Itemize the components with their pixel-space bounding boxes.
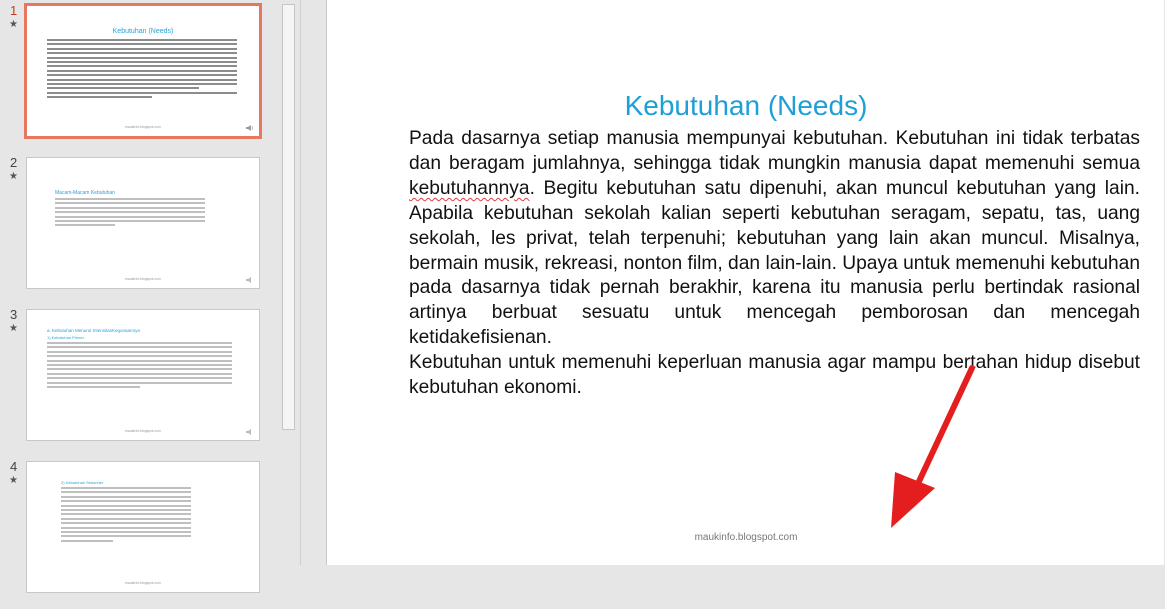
slide-thumbnail-1[interactable] <box>24 3 262 139</box>
slide-number: 2 <box>10 155 18 170</box>
slide-number: 4 <box>10 459 18 474</box>
pane-splitter[interactable] <box>300 0 326 565</box>
slide-editor[interactable] <box>326 0 1164 565</box>
transition-star-icon: ★ <box>9 171 18 182</box>
thumbnail-title: 2) Kebutuhan Sekunder <box>61 480 104 485</box>
slide-thumbnail-2[interactable] <box>26 157 260 289</box>
transition-star-icon: ★ <box>9 475 18 486</box>
speaker-icon <box>245 428 255 436</box>
thumbnail-text-lines <box>55 198 205 229</box>
slide-entry-2[interactable] <box>0 155 280 305</box>
thumbnail-footer: maukinfo.blogspot.com <box>125 125 161 129</box>
red-arrow-annotation <box>867 360 987 540</box>
transition-star-icon: ★ <box>9 323 18 334</box>
slide-entry-1[interactable] <box>0 3 280 153</box>
slide-thumbnail-3[interactable] <box>26 309 260 441</box>
slide-thumbnail-4[interactable] <box>26 461 260 593</box>
slide-number: 3 <box>10 307 18 322</box>
slide-number: 1 <box>10 3 18 18</box>
speaker-icon <box>245 124 255 132</box>
thumbnail-text-lines <box>61 487 191 544</box>
slide-entry-4[interactable] <box>0 459 280 609</box>
thumbnail-text-lines <box>47 342 232 390</box>
thumbnail-subtitle: 1) Kebutuhan Primer <box>47 335 84 340</box>
thumbnail-footer: maukinfo.blogspot.com <box>125 581 161 585</box>
thumbnail-title: Kebutuhan (Needs) <box>112 28 174 35</box>
slide-footer: maukinfo.blogspot.com <box>694 532 798 543</box>
speaker-icon <box>245 276 255 284</box>
thumbnail-title: a. Kebutuhan Menurut IntensitasKegunaannya <box>47 328 140 333</box>
thumbnail-title: Macam-Macam Kebutuhan <box>55 190 116 196</box>
misspelled-word[interactable]: kebutuhannya <box>409 177 530 199</box>
transition-star-icon: ★ <box>9 19 18 30</box>
body-paragraph-2: Kebutuhan untuk memenuhi keperluan manusia agar mampu bertahan hidup disebut kebutuhan ekonomi. <box>409 352 1140 399</box>
body-paragraph-1: Pada dasarnya setiap manusia mempunyai kebutuhan. Kebutuhan ini tidak terbatas dan beragam jumlahnya, sehingga tidak mungkin manusia dapat memenuhi semua kebutuhannya. Begitu kebutuhan satu dipenuhi, akan muncul kebutuhan yang lain. Apabila kebutuhan sekolah kalian seperti kebutuhan seragam, sepatu, tas, uang sekolah, les privat, telah terpenuhi; kebutuhan yang lain akan muncul. Misalnya, bermain musik, rekreasi, nonton film, dan lain-lain. Upaya untuk memenuhi kebutuhan pada dasarnya tidak pernah berakhir, karena itu manusia perlu bertindak rasional artinya berbuat sesuatu untuk mencegah pemborosan dan mencegah ketidakefisienan. <box>409 128 1140 349</box>
slide-entry-3[interactable] <box>0 307 280 457</box>
thumbnail-footer: maukinfo.blogspot.com <box>125 429 161 433</box>
slide-body-text[interactable] <box>409 127 1140 401</box>
slide-thumbnail-pane <box>0 0 300 585</box>
thumbnail-footer: maukinfo.blogspot.com <box>125 277 161 281</box>
slide-title[interactable]: Kebutuhan (Needs) <box>624 90 868 121</box>
thumbnail-scrollbar[interactable] <box>282 4 295 430</box>
thumbnail-text-lines <box>47 39 237 100</box>
